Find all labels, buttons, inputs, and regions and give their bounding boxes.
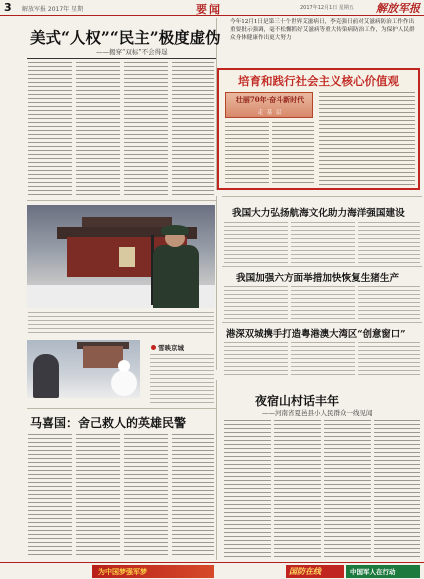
footer-right-logo-a bbox=[286, 565, 344, 578]
section-rule bbox=[27, 408, 216, 409]
edition-label: 解放军报 2017年 星期 bbox=[22, 6, 84, 13]
bottom-right-col-4 bbox=[374, 420, 420, 558]
headline-rule bbox=[27, 58, 216, 59]
bottom-right-col-1 bbox=[224, 420, 271, 558]
article-bottom-right-headline: 夜宿山村话丰年 bbox=[255, 394, 340, 408]
notice-text: 今年12月1日是第三十个世界艾滋病日，李克强日前对艾滋病防治工作作出重要批示强调，毫不松懈抓好艾滋病等重大传染病防治工作，为保护人民群众身体健康作出更大努力 bbox=[230, 19, 415, 42]
bottom-right-col-2 bbox=[274, 420, 321, 558]
feature-box-title: 培育和践行社会主义核心价值观 bbox=[238, 74, 399, 88]
article-main-column-2 bbox=[76, 62, 120, 196]
article-main-column-4 bbox=[172, 62, 214, 196]
bottom-left-col-4 bbox=[172, 434, 214, 558]
feature-box bbox=[217, 68, 420, 190]
page-number: 3 bbox=[4, 1, 12, 14]
caption-bullet-icon bbox=[151, 345, 156, 350]
footer-right-logo-b bbox=[346, 565, 420, 578]
column-rule bbox=[216, 196, 217, 370]
feature-banner bbox=[225, 92, 313, 118]
section-title: 要闻 bbox=[196, 3, 222, 16]
footer-right-a-text: 国防在线 bbox=[289, 567, 321, 576]
bottom-left-col-3 bbox=[124, 434, 168, 558]
page-header bbox=[0, 0, 424, 16]
bottom-left-col-2 bbox=[76, 434, 120, 558]
article-3-col-3 bbox=[358, 342, 420, 378]
footer-right-b-text: 中国军人在行动 bbox=[350, 568, 396, 576]
feature-text-right bbox=[319, 92, 415, 186]
footer-left-text: 为中国梦强军梦 bbox=[98, 568, 147, 576]
feature-text-col-1 bbox=[225, 122, 269, 186]
bottom-left-col-1 bbox=[28, 434, 72, 558]
snowman-photo bbox=[27, 340, 140, 398]
article-1-col-3 bbox=[358, 222, 420, 264]
article-3-col-1 bbox=[224, 342, 288, 378]
article-2-headline: 我国加强六方面举措加快恢复生猪生产 bbox=[236, 273, 400, 284]
page-footer bbox=[0, 562, 424, 579]
article-bottom-left-headline: 马喜国：舍己救人的英雄民警 bbox=[30, 416, 187, 430]
article-main-subhead: ——揭穿“双标”不会得逞 bbox=[96, 48, 168, 56]
photo-text-band bbox=[28, 312, 214, 336]
soldier-snow-photo bbox=[27, 205, 215, 308]
photo-caption-text bbox=[150, 354, 214, 404]
article-1-headline: 我国大力弘扬航海文化助力海洋强国建设 bbox=[232, 208, 405, 219]
article-bottom-right-subhead: ——河南省夏邑县小人民群众一线见闻 bbox=[262, 409, 373, 417]
article-main-column-1 bbox=[28, 62, 72, 196]
section-rule bbox=[27, 200, 216, 201]
feature-banner-main: 壮丽70年·奋斗新时代 bbox=[235, 95, 305, 104]
soldier-figure bbox=[147, 225, 205, 308]
photo-caption-title: 雪映京城 bbox=[158, 344, 184, 352]
section-rule bbox=[222, 266, 422, 267]
dateline: 2017年12月1日 星期五 bbox=[300, 5, 354, 11]
article-3-col-2 bbox=[291, 342, 355, 378]
feature-banner-sub: 走 基 层 bbox=[257, 110, 283, 116]
section-rule bbox=[222, 196, 422, 197]
footer-left-banner bbox=[92, 565, 214, 578]
article-main-headline: 美式“人权”“民主”极度虚伪 bbox=[30, 28, 221, 47]
article-1-col-2 bbox=[291, 222, 355, 264]
section-rule bbox=[222, 322, 422, 323]
article-2-col-2 bbox=[291, 286, 355, 320]
masthead-logo: 解放军报 bbox=[376, 2, 420, 15]
feature-text-col-2 bbox=[272, 122, 314, 186]
article-2-col-1 bbox=[224, 286, 288, 320]
article-1-col-1 bbox=[224, 222, 288, 264]
article-2-col-3 bbox=[358, 286, 420, 320]
bottom-right-col-3 bbox=[324, 420, 371, 558]
column-rule bbox=[216, 380, 217, 560]
article-main-column-3 bbox=[124, 62, 168, 196]
article-3-headline: 港深双城携手打造粤港澳大湾区“创意窗口” bbox=[226, 329, 406, 340]
